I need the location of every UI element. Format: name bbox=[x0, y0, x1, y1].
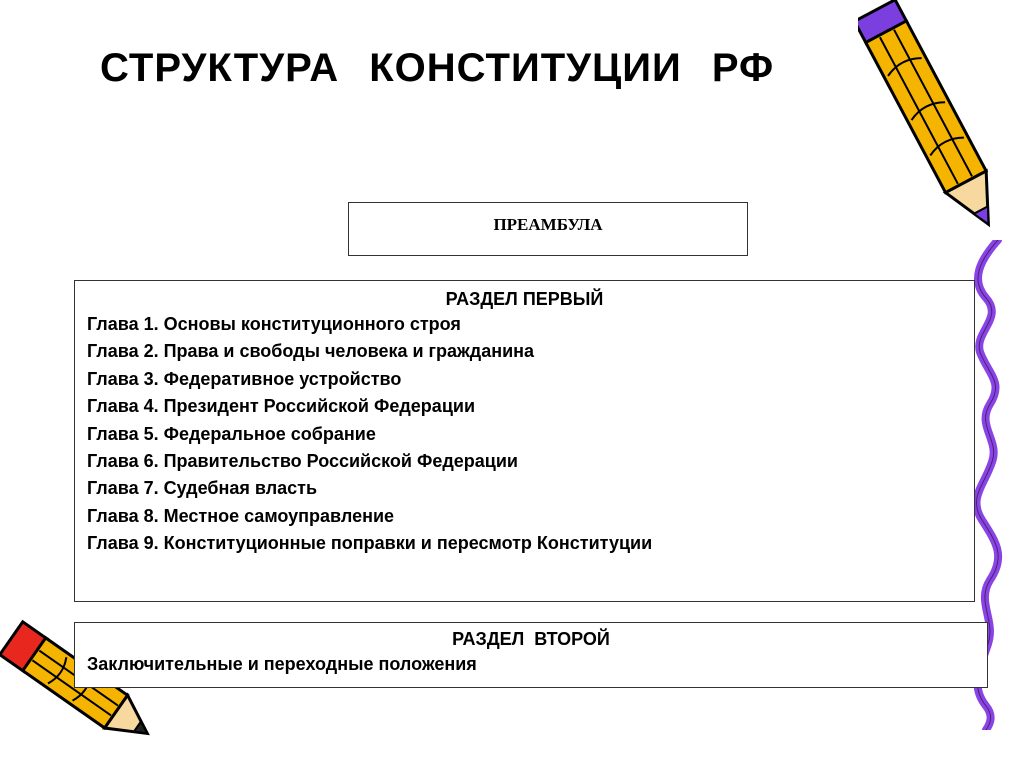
chapter-item: Глава 8. Местное самоуправление bbox=[87, 505, 395, 526]
chapter-item: Глава 2. Права и свободы человека и гражданина bbox=[87, 341, 535, 362]
chapter-item: Глава 6. Правительство Российской Федерации bbox=[87, 451, 518, 472]
preamble-box bbox=[348, 202, 748, 256]
section-two-heading: РАЗДЕЛ ВТОРОЙ bbox=[452, 629, 610, 649]
page-title: СТРУКТУРА КОНСТИТУЦИИ РФ bbox=[100, 46, 775, 90]
chapter-list bbox=[75, 311, 974, 558]
preamble-label: ПРЕАМБУЛА bbox=[493, 215, 603, 234]
section-one-box bbox=[74, 280, 975, 602]
section-two-text: Заключительные и переходные положения bbox=[87, 654, 477, 674]
chapter-item: Глава 7. Судебная власть bbox=[87, 478, 318, 499]
chapter-item: Глава 1. Основы конституционного строя bbox=[87, 314, 461, 334]
section-two-box bbox=[74, 622, 988, 688]
chapter-item: Глава 5. Федеральное собрание bbox=[87, 423, 376, 444]
section-one-heading: РАЗДЕЛ ПЕРВЫЙ bbox=[445, 289, 604, 309]
chapter-item: Глава 4. Президент Российской Федерации bbox=[87, 396, 476, 417]
chapter-item: Глава 9. Конституционные поправки и пересмотр Конституции bbox=[87, 533, 653, 554]
chapter-item: Глава 3. Федеративное устройство bbox=[87, 368, 402, 389]
pencil-icon bbox=[858, 0, 1008, 245]
